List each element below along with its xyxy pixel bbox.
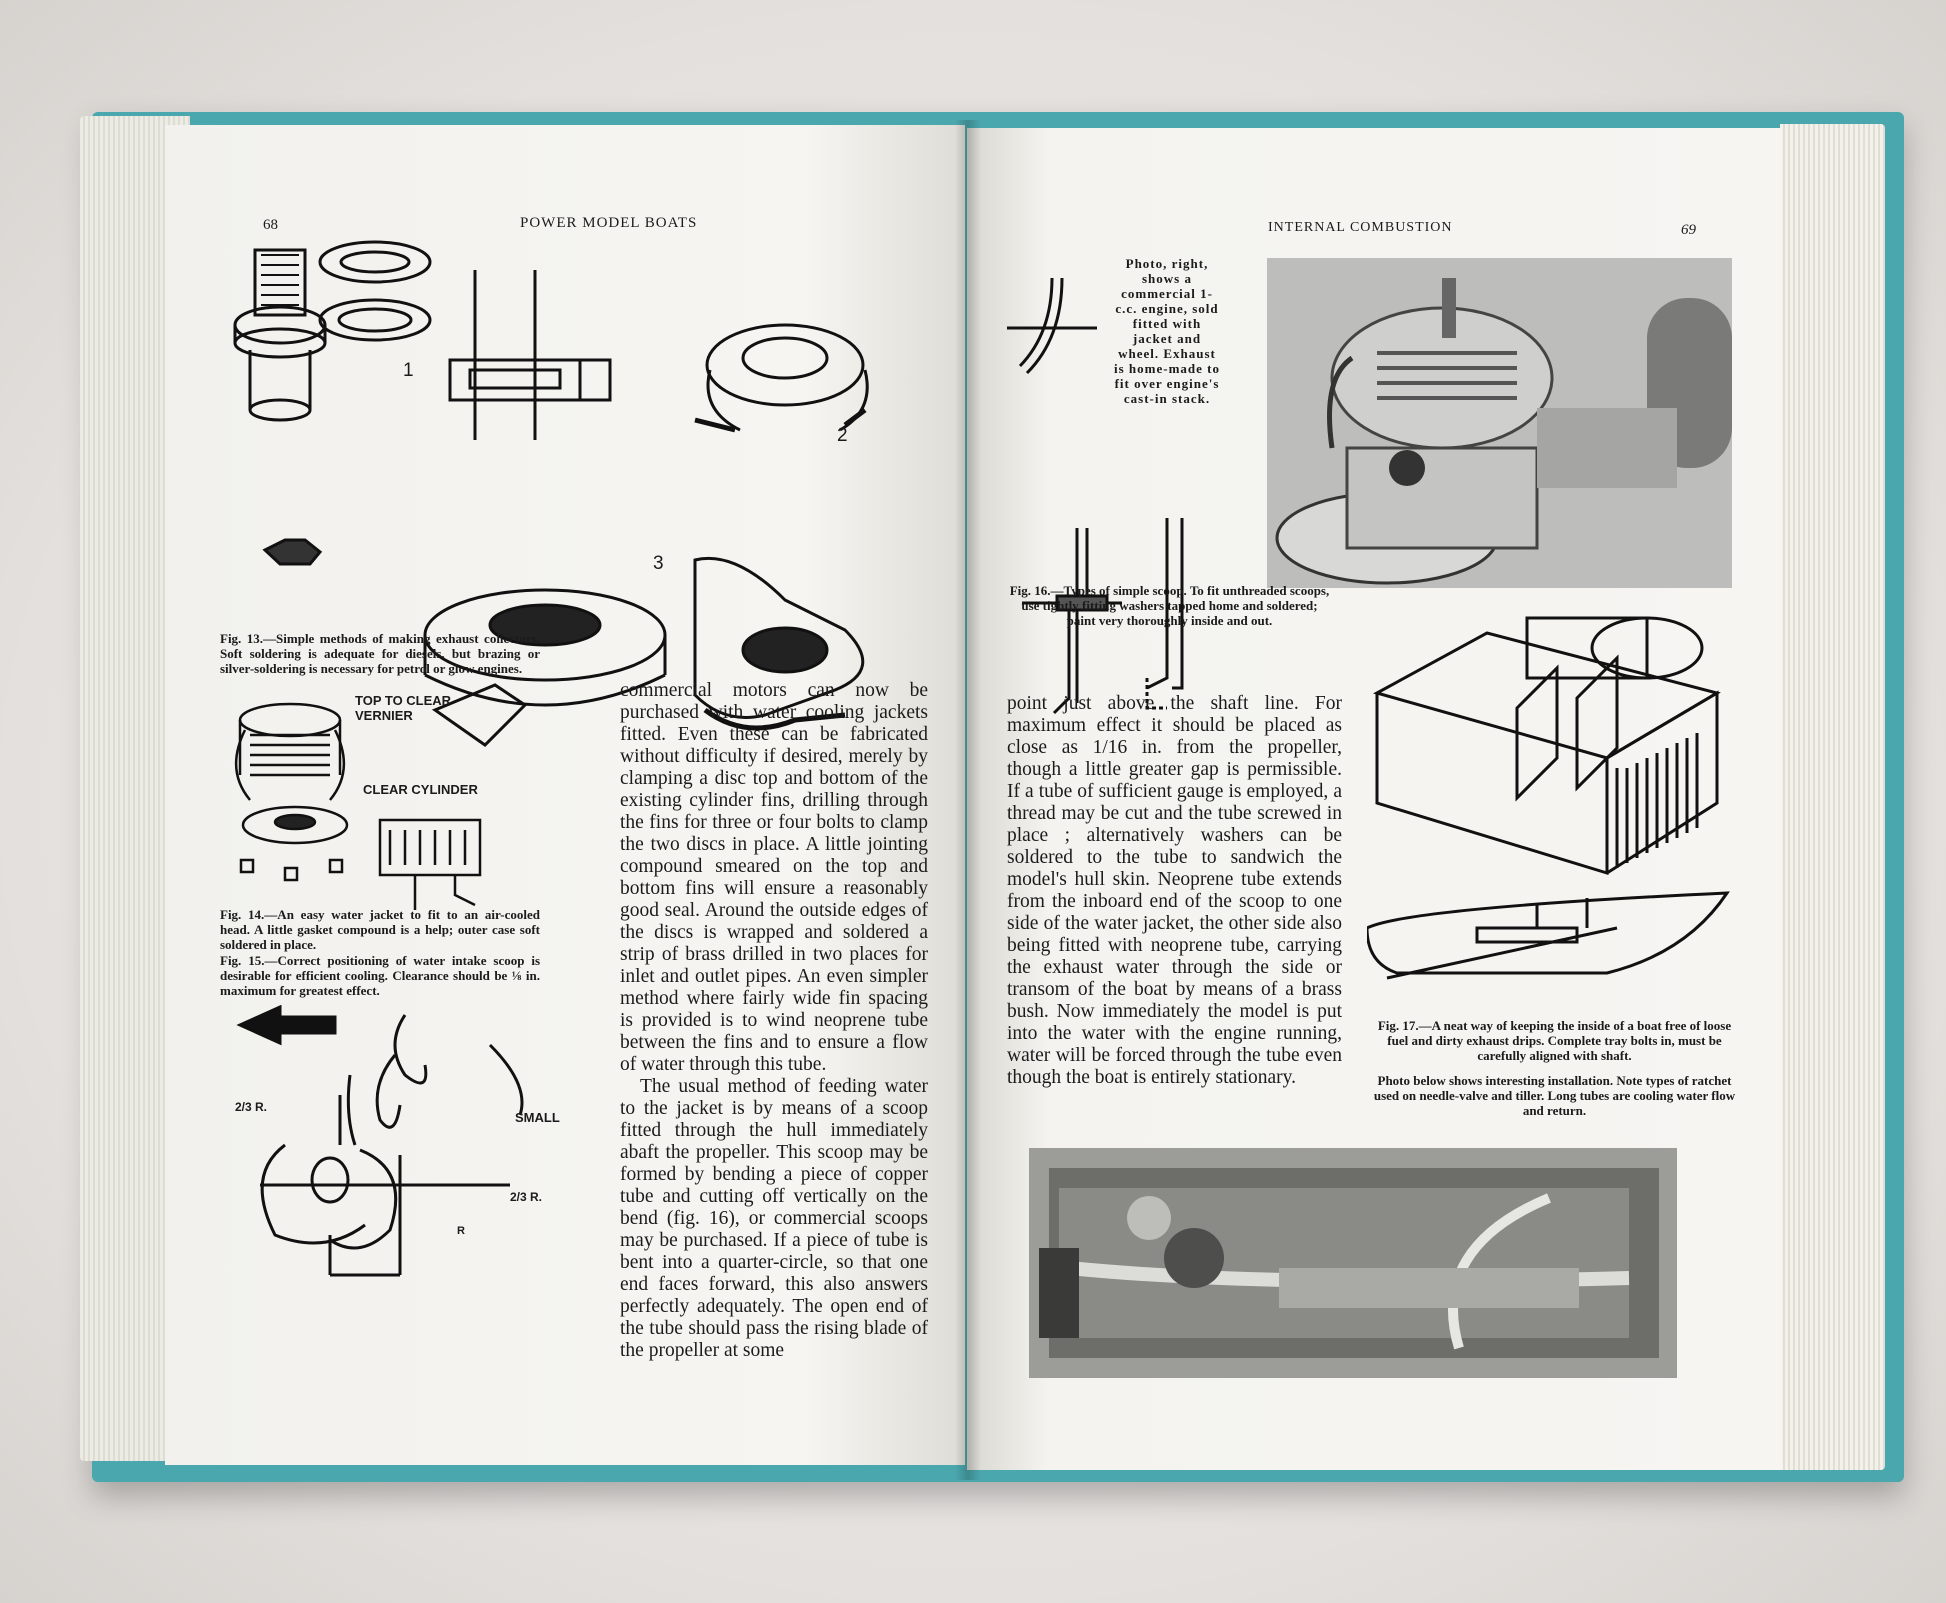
fig14-label-top: TOP TO CLEAR VERNIER — [355, 693, 452, 723]
fig14-water-jacket-drawing — [225, 690, 545, 920]
fig16-scoop-types-drawing — [1007, 278, 1222, 718]
top-photo-caption: Photo, right, shows a commercial 1-c.c. engine, sold fitted with jacket and wheel. Exhaust is home-made to fit over engine's cast-in stack. — [1114, 256, 1220, 406]
fig15-label-r: R — [457, 1225, 465, 1237]
book-gutter-shadow — [955, 120, 981, 1480]
fig15-scoop-position-drawing — [230, 1005, 560, 1305]
left-body-paragraph-2: The usual method of feeding water to the jacket is by means of a scoop fitted through the hull immediately abaft the propeller. This scoop may be formed by bending a piece of copper tube and cutting off vertically on the bend (fig. 16), or commercial scoops may be purchased. If a piece of tube is bent into a quarter-circle, so that one end faces forward, this also answers perfectly adequately. The open end of the tube should pass the rising blade of the propeller at some — [620, 1076, 928, 1361]
fig13-label-3: 3 — [653, 553, 664, 574]
fig17-caption: Fig. 17.—A neat way of keeping the inside of a boat free of loose fuel and dirty exhaust drips. Complete tray bolts in, must be carefully aligned with shaft. — [1377, 1018, 1732, 1063]
fig13-label-2: 2 — [837, 425, 848, 446]
running-head-left: POWER MODEL BOATS — [520, 215, 698, 231]
fig13-label-1: 1 — [403, 360, 414, 381]
running-head-right: INTERNAL COMBUSTION — [1268, 220, 1453, 235]
fig15-caption: Fig. 15.—Correct positioning of water intake scoop is desirable for efficient cooling. Clearance should be ⅛ in. maximum for greatest effect. — [220, 953, 540, 998]
left-page — [165, 125, 965, 1465]
right-body-text — [1007, 693, 1342, 1089]
fig15-label-two-thirds-r-top: 2/3 R. — [235, 1100, 268, 1114]
fig15-label-two-thirds-r-bottom: 2/3 R. — [510, 1190, 543, 1204]
bottom-photo-caption: Photo below shows interesting installation. Note types of ratchet used on needle-valve and tiller. Long tubes are cooling water flow and return. — [1373, 1073, 1736, 1118]
right-body-paragraph: point just above the shaft line. For maximum effect it should be placed as close as 1/16 in. from the propeller, though a little greater gap is permissible. If a tube of sufficient gauge is employed, a thread may be cut and the tube screwed in place ; alternatively washers can be soldered to the tube to sandwich the model's hull skin. Neoprene tube extends from the inboard end of the scoop to one side of the water jacket, the other side also being fitted with neoprene tube, carrying the exhaust water through the side or transom of the boat by means of a brass bush. Now immediately the model is put into the water with the engine running, water will be forced through the tube even though the boat is entirely stationary. — [1007, 693, 1342, 1088]
page-number-left: 68 — [263, 217, 278, 233]
fig13-caption: Fig. 13.—Simple methods of making exhaust collectors. Soft soldering is adequate for diesels, but brazing or silver-soldering is necessary for petrol or glow engines. — [220, 631, 540, 676]
fig16-caption: Fig. 16.—Types of simple scoop. To fit unthreaded scoops, use tightly fitting washers tapped home and soldered; paint very thoroughly inside and out. — [1009, 583, 1330, 628]
right-page — [967, 128, 1782, 1470]
fig15-label-small: SMALL — [515, 1110, 560, 1125]
left-body-text — [620, 680, 928, 1362]
page-edges-right — [1780, 124, 1885, 1470]
fig14-label-cylinder: CLEAR CYLINDER — [363, 782, 478, 797]
engine-photo — [1267, 258, 1732, 588]
fig14-caption: Fig. 14.—An easy water jacket to fit to an air-cooled head. A little gasket compound is a help; outer case soft soldered in place. — [220, 907, 540, 952]
fig17-drip-tray-drawing — [1367, 598, 1747, 1058]
page-number-right: 69 — [1681, 222, 1696, 238]
left-body-paragraph-1: commercial motors can now be purchased with water cooling jackets fitted. Even these can be fabricated without difficulty if desired, merely by clamping a disc top and bottom of the existing cylinder fins, drilling through the fins for three or four bolts to clamp the two discs in place. A little jointing compound smeared on the top and bottom fins will ensure a reasonably good seal. Around the outside edges of the discs is wrapped and soldered a strip of brass drilled in two places for inlet and outlet pipes. An even simpler method where fairly wide fin spacing is provided is to wind neoprene tube between the fins and to ensure a flow of water through this tube. — [620, 680, 928, 1075]
installation-photo — [1029, 1148, 1677, 1378]
